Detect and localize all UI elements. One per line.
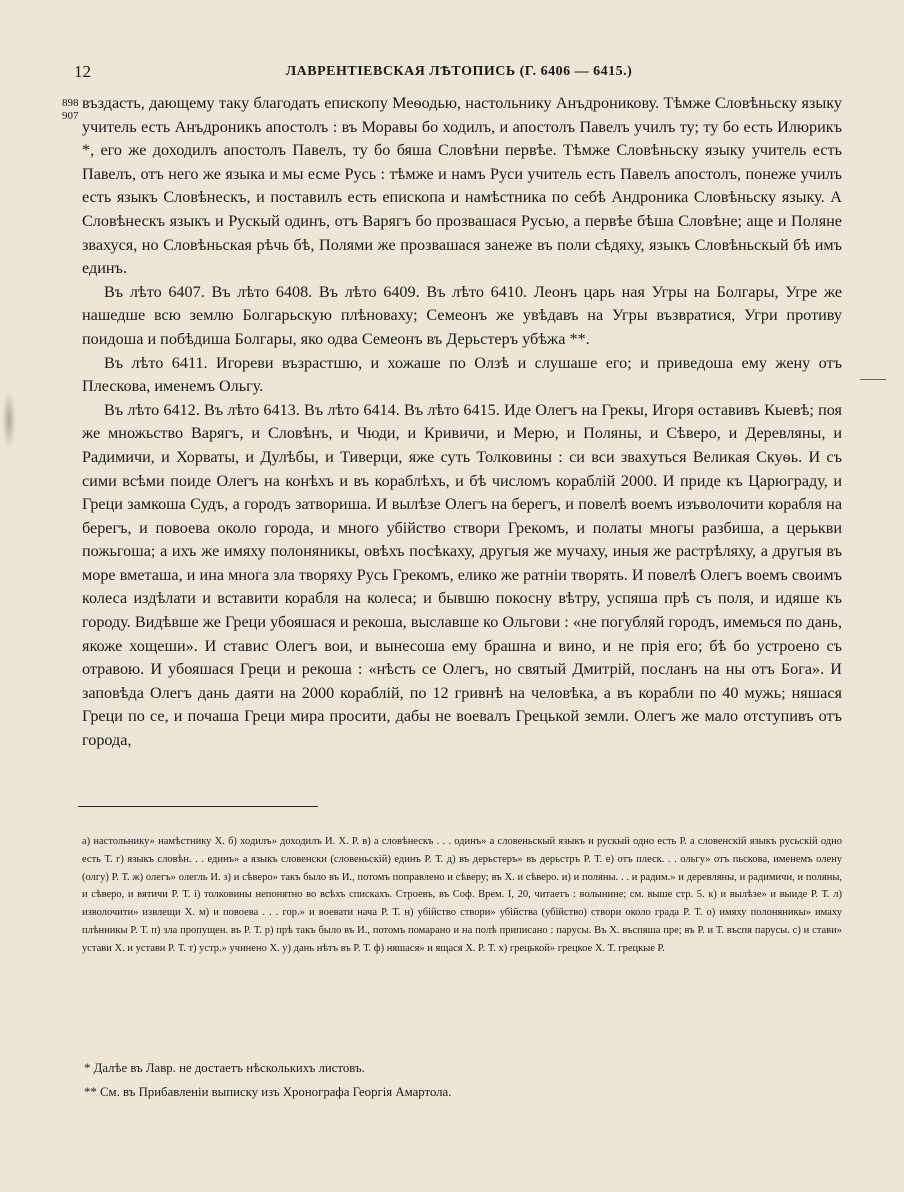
paragraph-6411: Въ лѣто 6411. Игореви възрастшю, и хожаше по Олзѣ и слушаше его; и приведоша ему жену отъ Плескова, именемъ Ольгу.	[82, 353, 842, 396]
chronicle-text	[82, 92, 842, 753]
footnote-separator	[78, 806, 318, 807]
margin-dash	[860, 379, 886, 380]
page-number: 12	[74, 62, 91, 81]
page-edge-smudge	[2, 390, 16, 450]
page-header	[74, 62, 844, 84]
variant-readings	[82, 833, 842, 958]
footnote-2: ** См. въ Прибавленіи выписку изъ Хронографа Георгія Амартола.	[84, 1085, 452, 1099]
margin-year-start: 898	[62, 97, 79, 109]
variant-readings-text: а) настольнику» намѣстнику Х. б) ходилъ» доходилъ И. Х. Р. в) а словѣнескъ . . . одинъ» а словеньскый языкъ и рускый одно есть Р. а словенскій языкъ русьскій одно есть Т. г) языкъ словѣн. . . единъ» а языкъ словенски (словеньскій) единъ Р. Т. д) въ дерьстеръ» въ дерьстръ Р. Т. е) отъ плеск. . . ольгу» отъ пьскова, именемъ олену (олгу) Р. Т. ж) олегъ» олегль И. з) и сѣверо» такъ было въ И., потомъ поправлено и сѣверу; въ Х. и сѣверо. и) и поляны. . . и радим.» и деревляны, и радимичи, и поляны, и сѣверо, и вятичи Р. Т. і) толковины непонятно во всѣхъ спискахъ. Строевъ, въ Соф. Врем. І, 20, читаетъ : волынине; см. выше стр. 5. к) и вылѣзе» и выиде Р. Т. л) изволочити» извлещи Х. м) и повоева . . . гор.» и воевати нача Р. Т. н) убійство створи» убійства (убійство) створи около града Р. Т. о) имяху полоняникы» имаху плѣнникы Р. Т. п) зла пропущен. въ Р. Т. р) прѣ такъ было въ И., потомъ помарано и на полѣ приписано : парусы. Въ Х. въспяша пре; въ Р. и Т. въспя парусы. с) и стави» устави Х. и устави Р. Т. т) устр.» учинено Х. у) дань нѣтъ въ Р. Т. ф) няшася» и ящася Х. Р. Т. х) грецькой» грецкое Х. Т. грецкые Р.	[82, 836, 842, 954]
paragraph-apostle-paul: въздасть, дающему таку благодать епископу Меѳодью, настольнику Анъдроникову. Тѣмже Словѣньску языку учитель есть Анъдроникъ апостолъ : въ Моравы бо ходилъ, и апостолъ Павелъ училъ ту; ту бо есть Илюрикъ *, его же доходилъ апостолъ Павелъ, ту бо бяша Словѣни первѣе. Тѣмже Словѣньску языку учитель есть Павелъ, отъ него же языка и мы есме Русь : тѣмже и намъ Руси учитель есть Павелъ апостолъ, понеже училъ есть языкъ Словѣнескъ, и поставилъ есть епископа и намѣстника по себѣ Андроника Словѣньску языку. А Словѣнескъ языкъ и Рускый одинъ, отъ Варягъ бо прозвашася Русью, а первѣе бѣша Словѣне; аще и Поляне звахуся, но Словѣньская рѣчь бѣ, Полями же прозвашася занеже въ поли сѣдяху, языкъ Словѣньскый бѣ имъ единъ.	[82, 94, 842, 278]
paragraph-6412-6415: Въ лѣто 6412. Въ лѣто 6413. Въ лѣто 6414. Въ лѣто 6415. Иде Олегъ на Грекы, Игоря оставивъ Кыевѣ; поя же множьство Варягъ, и Словѣнъ, и Чюди, и Кривичи, и Мерю, и Поляны, и Сѣверо, и Деревляны, и Радимичи, и Хорваты, и Дулѣбы, и Тиверци, яже суть Толковины : си вси звахуться Великая Скуѳь. И съ сими всѣми поиде Олегъ на конѣхъ и въ кораблѣхъ, и бѣ числомъ кораблій 2000. И приде къ Царюграду, и Греци замкоша Судъ, а городъ затвориша. И вылѣзе Олегъ на берегъ, и повелѣ воемъ изъволочити корабля на берегъ, и повоева около города, и много убійство створи Грекомъ, и полаты многы разбиша, а церькви пожьгоша; а ихъ же имяху полоняникы, овѣхъ посѣкаху, другыя же мучаху, иныя же растрѣляху, а другыя въ море вметаша, и ина многа зла творяху Русь Грекомъ, елико же ратніи творять. И повелѣ Олегъ воемъ своимъ колеса издѣлати и вставити корабля на колеса; и бывшю покосну вѣтру, успяша прѣ съ поля, и идяше къ городу. Видѣвше же Греци убояшася и рекоша, выславше ко Ольгови : «не погубляй городъ, имемься по дань, якоже хощеши». И ставис Олегъ вои, и вынесоша ему брашна и вино, и не прія его; бѣ бо устроено съ отравою. И убояшася Греци и рекоша : «нѣсть се Олегъ, но святый Дмитрій, посланъ на ны отъ Бога». И заповѣда Олегъ дань даяти на 2000 кораблій, по 12 гривнѣ на человѣка, а въ корабли по 40 мужь; няшася Греци по се, и почаша Греци мира просити, дабы не воевалъ Грецькой земли. Олегъ же мало отступивъ отъ города,	[82, 400, 842, 750]
margin-year-end: 907	[62, 110, 79, 122]
page-footnotes	[84, 1056, 844, 1104]
paragraph-6407-6410: Въ лѣто 6407. Въ лѣто 6408. Въ лѣто 6409. Въ лѣто 6410. Леонъ царь ная Угры на Болгары, Угре же нашедше всю землю Болгарьскую плѣноваху; Семеонъ же увѣдавъ на Угры възвратися, Угри противу поидоша и побѣдиша Болгары, яко одва Семеонъ въ Дерьстеръ убѣжа **.	[82, 282, 842, 348]
running-title: ЛАВРЕНТІЕВСКАЯ ЛѢТОПИСЬ (Г. 6406 — 6415.)	[285, 64, 633, 79]
footnote-1: * Далѣе въ Лавр. не достаетъ нѣсколькихъ листовъ.	[84, 1061, 365, 1075]
